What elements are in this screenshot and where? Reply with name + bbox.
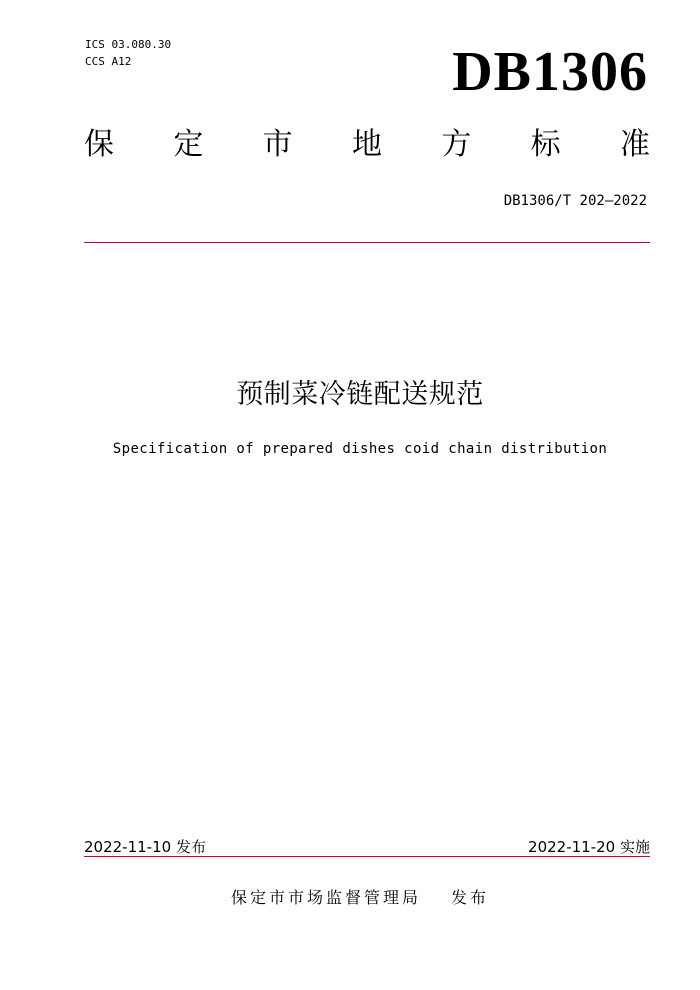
standard-type-char: 定	[173, 127, 204, 162]
top-divider	[84, 242, 650, 243]
title-english: Specification of prepared dishes coid chain distribution	[112, 441, 608, 457]
standard-type-char: 保	[84, 127, 114, 162]
bottom-divider	[84, 856, 650, 857]
standard-type-char: 市	[262, 127, 293, 162]
title-chinese: 预制菜冷链配送规范	[236, 379, 484, 410]
db-logo: DB1306	[452, 41, 648, 103]
standard-type-char: 方	[441, 127, 472, 162]
standard-type-char: 地	[351, 127, 382, 162]
ccs-code: CCS A12	[85, 55, 132, 68]
implementation-date: 2022-11-20 实施	[528, 838, 650, 856]
standard-type-heading	[84, 128, 650, 161]
issuer-action: 发布	[451, 888, 490, 907]
ics-code: ICS 03.080.30	[85, 38, 172, 51]
issuer-name: 保定市市场监督管理局	[230, 888, 421, 907]
standard-number: DB1306/T 202—2022	[503, 193, 647, 209]
issue-date: 2022-11-10 发布	[84, 838, 206, 856]
issuer-line	[0, 885, 700, 908]
standard-type-char: 标	[530, 127, 561, 162]
standard-type-char: 准	[619, 127, 650, 162]
